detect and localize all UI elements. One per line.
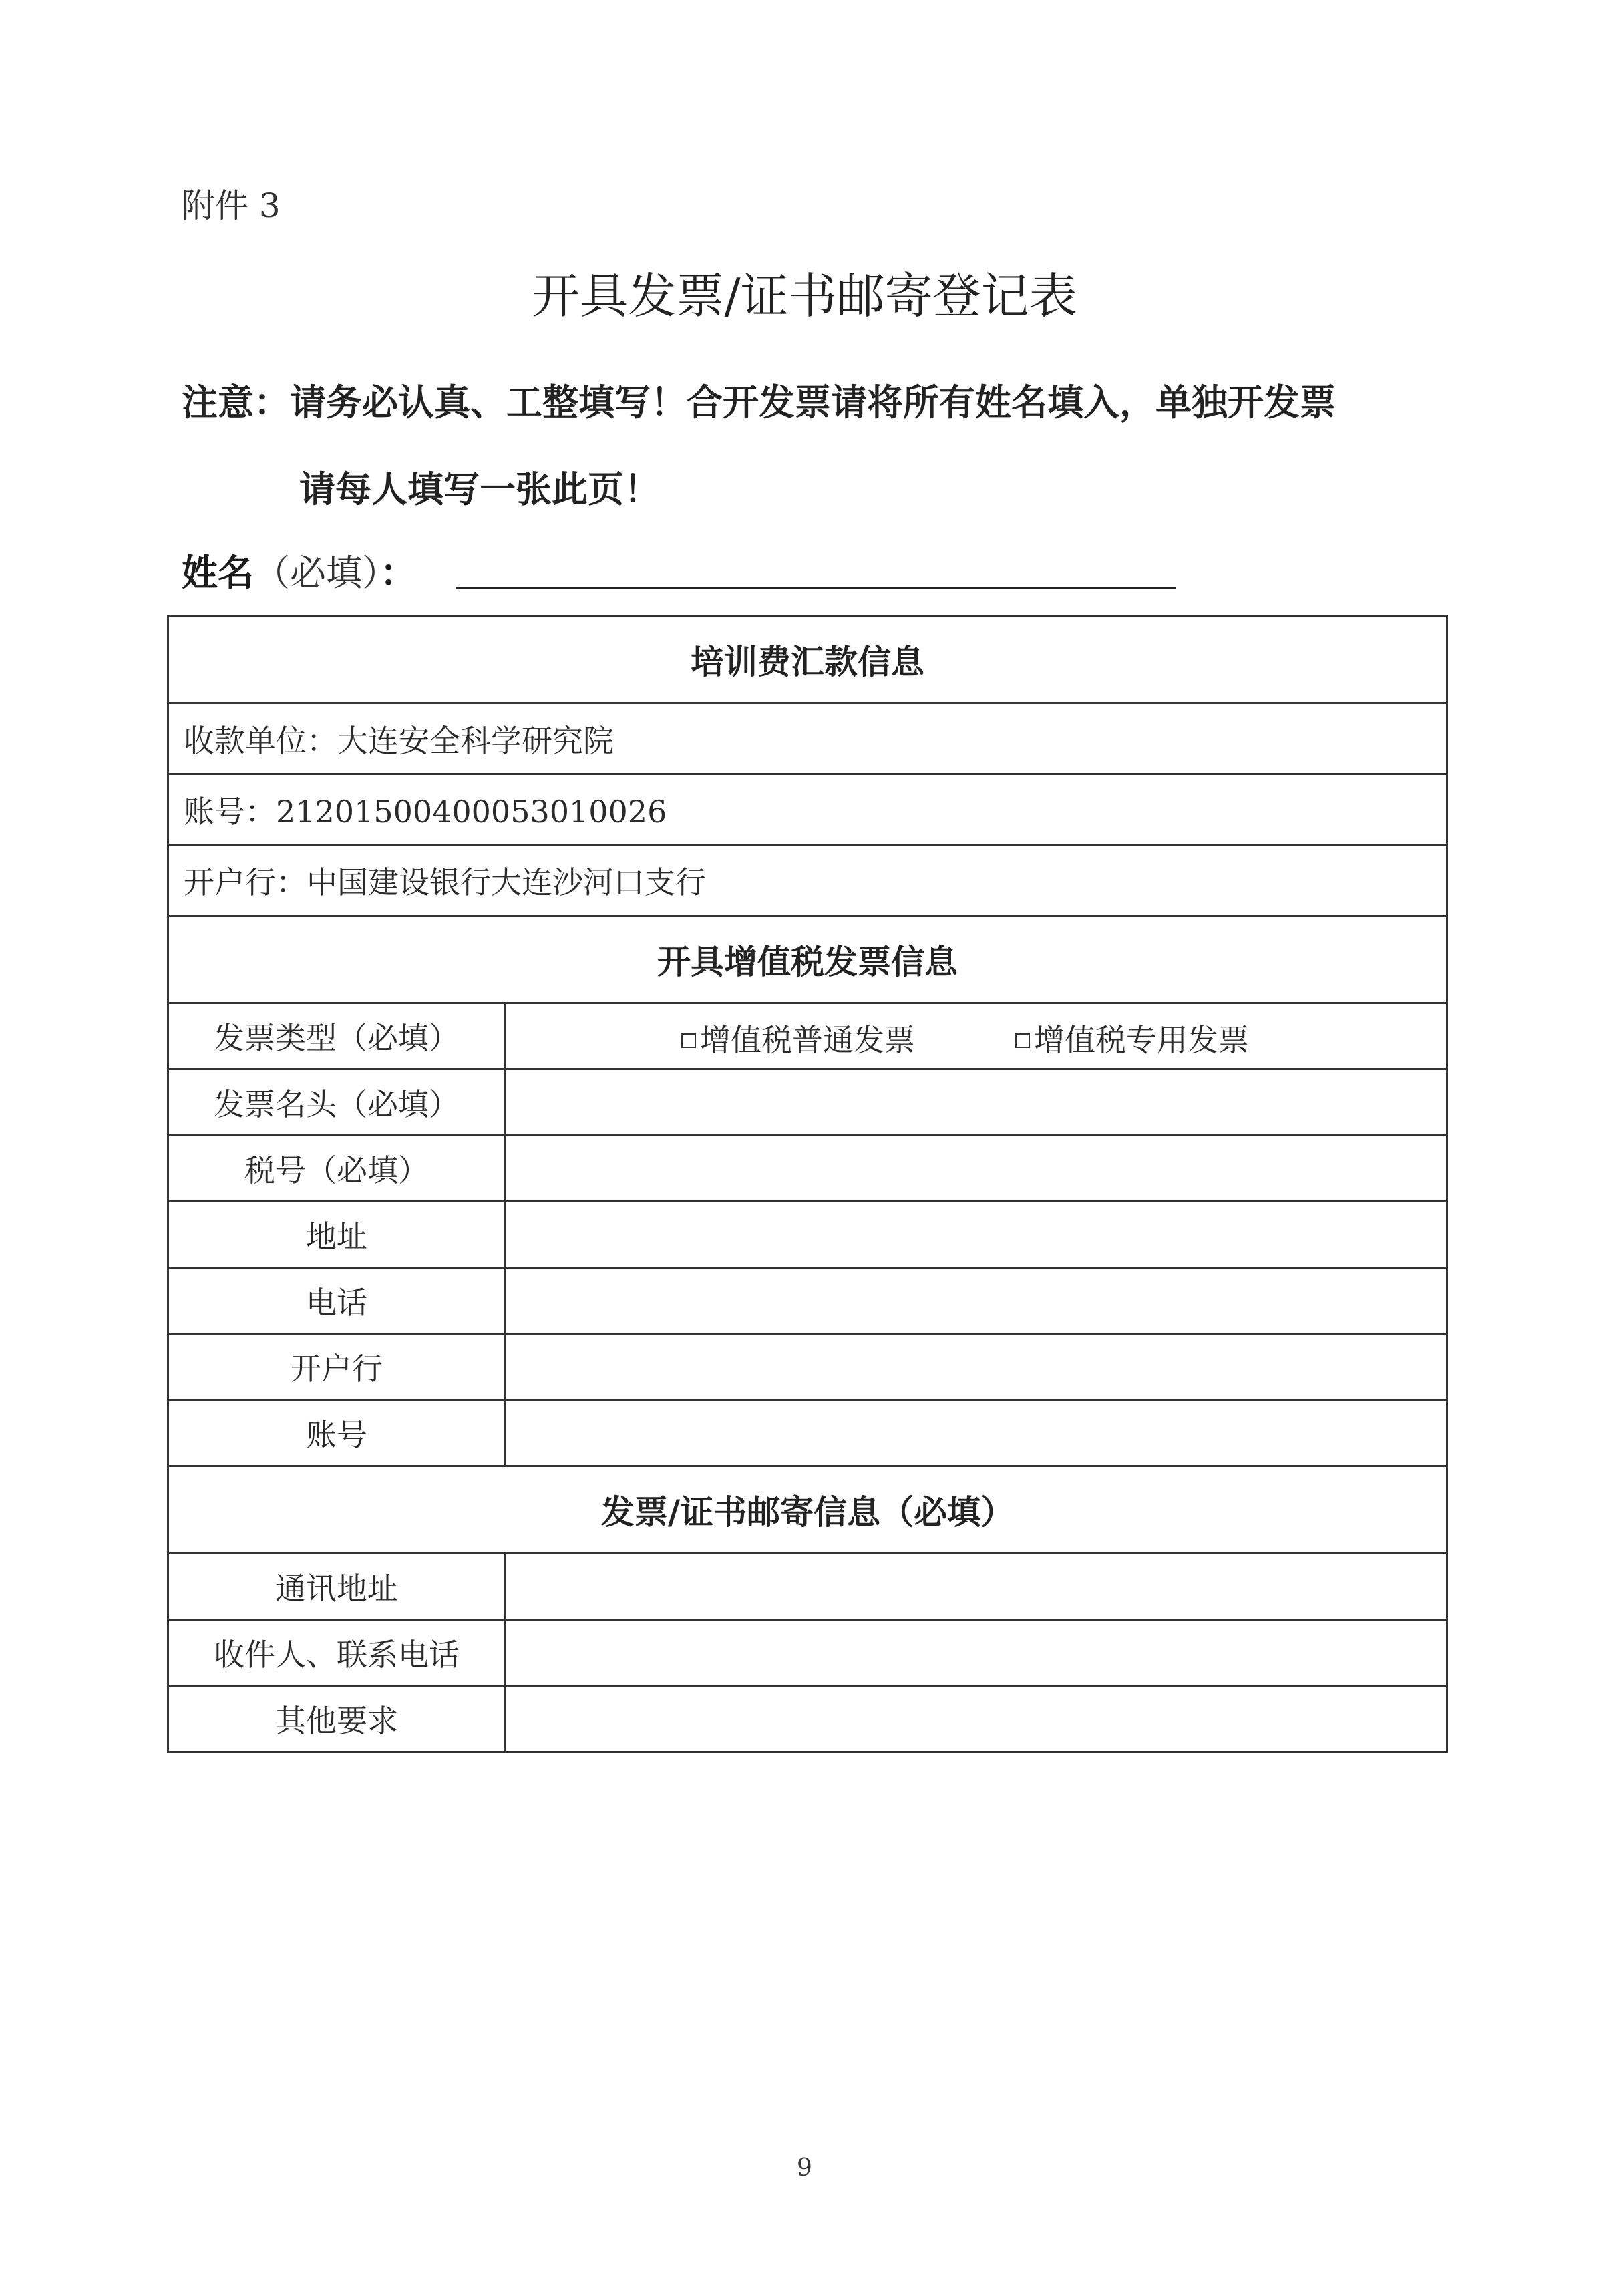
mailing-address-field[interactable]: [506, 1554, 1447, 1620]
table-row: [168, 1136, 1447, 1202]
phone-field[interactable]: [506, 1268, 1447, 1334]
form-title: 开具发票/证书邮寄登记表: [532, 268, 1077, 324]
other-requirements-field[interactable]: [506, 1686, 1447, 1752]
invoice-bank-field[interactable]: [506, 1334, 1447, 1400]
table-row: [168, 1268, 1447, 1334]
name-label: 姓名: [182, 552, 254, 594]
table-row: [168, 1400, 1447, 1466]
tax-id-field[interactable]: [506, 1136, 1447, 1202]
table-row: [168, 1620, 1447, 1686]
invoice-type-options: [506, 1003, 1447, 1070]
payment-section-row: [168, 616, 1447, 703]
mailing-section-header: 发票/证书邮寄信息（必填）: [168, 1466, 1447, 1554]
name-field-label: [182, 544, 416, 596]
payment-section-header: 培训费汇款信息: [168, 616, 1447, 703]
checkbox-icon[interactable]: [681, 1033, 696, 1048]
notice-line-1: 注意：请务必认真、工整填写！合开发票请将所有姓名填入，单独开发票: [182, 381, 1336, 424]
invoice-section-row: [168, 916, 1447, 1003]
invoice-type-label: 发票类型（必填）: [168, 1003, 506, 1070]
invoice-title-field[interactable]: [506, 1070, 1447, 1136]
invoice-account-label: 账号: [168, 1400, 506, 1466]
table-row: [168, 1686, 1447, 1752]
invoice-type-special-label: 增值税专用发票: [1034, 1022, 1249, 1058]
checkbox-icon[interactable]: [1015, 1033, 1030, 1048]
invoice-account-field[interactable]: [506, 1400, 1447, 1466]
name-input-line[interactable]: [456, 587, 1176, 589]
payee-row: [168, 703, 1447, 774]
tax-id-label: 税号（必填）: [168, 1136, 506, 1202]
invoice-bank-label: 开户行: [168, 1334, 506, 1400]
recipient-contact-label: 收件人、联系电话: [168, 1620, 506, 1686]
invoice-type-special[interactable]: [1015, 1016, 1249, 1060]
name-required-note: （必填）: [254, 552, 380, 594]
bank-row: [168, 845, 1447, 916]
account-info: 账号：21201500400053010026: [168, 774, 1447, 845]
page-number: 9: [797, 2154, 812, 2182]
address-field[interactable]: [506, 1202, 1447, 1268]
account-row: [168, 774, 1447, 845]
invoice-section-header: 开具增值税发票信息: [168, 916, 1447, 1003]
mailing-section-row: [168, 1466, 1447, 1554]
table-row: [168, 1202, 1447, 1268]
invoice-type-general[interactable]: [681, 1016, 915, 1060]
bank-info: 开户行：中国建设银行大连沙河口支行: [168, 845, 1447, 916]
invoice-title-label: 发票名头（必填）: [168, 1070, 506, 1136]
table-row: [168, 1334, 1447, 1400]
phone-label: 电话: [168, 1268, 506, 1334]
invoice-type-general-label: 增值税普通发票: [700, 1022, 915, 1058]
payee-info: 收款单位：大连安全科学研究院: [168, 703, 1447, 774]
notice-line-2: 请每人填写一张此页！: [299, 468, 660, 510]
attachment-label: 附件 3: [182, 186, 281, 225]
table-row: [168, 1554, 1447, 1620]
name-colon: ：: [380, 552, 416, 594]
table-row: [168, 1003, 1447, 1070]
registration-form-table: [167, 615, 1448, 1753]
table-row: [168, 1070, 1447, 1136]
mailing-address-label: 通讯地址: [168, 1554, 506, 1620]
other-requirements-label: 其他要求: [168, 1686, 506, 1752]
recipient-contact-field[interactable]: [506, 1620, 1447, 1686]
address-label: 地址: [168, 1202, 506, 1268]
